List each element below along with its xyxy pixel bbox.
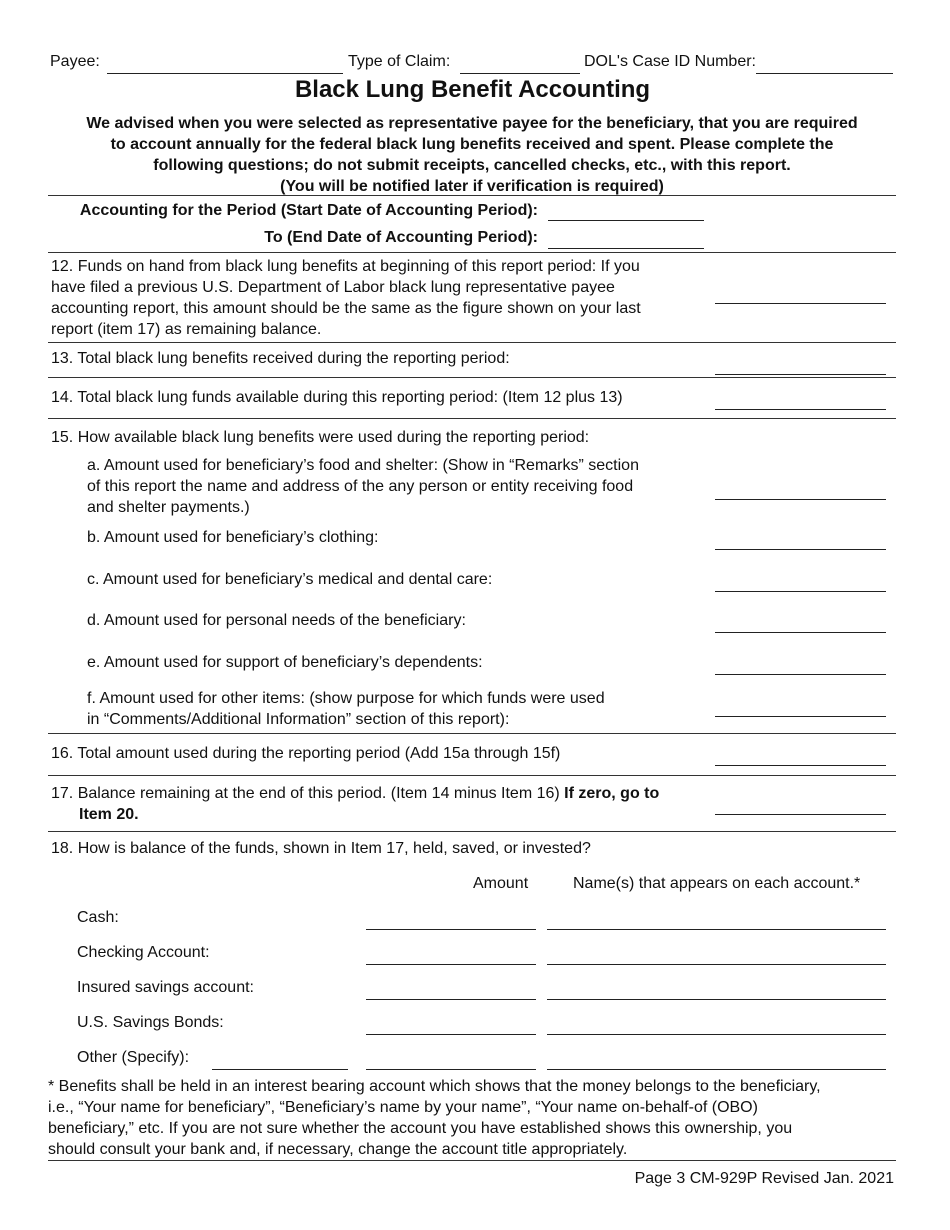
item-15f-line: f. Amount used for other items: (show purpose for which funds were used — [87, 690, 605, 707]
item-12-text — [51, 256, 701, 340]
item-15a-line: of this report the name and address of the any person or entity receiving food — [87, 478, 634, 495]
item-12-line: 12. Funds on hand from black lung benefits at beginning of this report period: If you — [51, 258, 640, 275]
intro-line: We advised when you were selected as representative payee for the beneficiary, that you are required — [86, 115, 858, 132]
item-17-text — [51, 783, 711, 825]
divider — [48, 342, 896, 343]
footnote-line: beneficiary,” etc. If you are not sure whether the account you have established shows this ownership, you — [48, 1120, 793, 1137]
item-15f-line: in “Comments/Additional Information” section of this report): — [87, 711, 510, 728]
item-15e-text: e. Amount used for support of beneficiary’s dependents: — [87, 654, 483, 671]
divider — [48, 252, 896, 253]
footnote-line: should consult your bank and, if necessary, change the account title appropriately. — [48, 1141, 628, 1158]
insured-savings-names-input[interactable] — [547, 974, 886, 1000]
checking-amount-input[interactable] — [366, 939, 536, 965]
other-label: Other (Specify): — [77, 1049, 190, 1066]
item-12-line: have filed a previous U.S. Department of Labor black lung representative payee — [51, 279, 615, 296]
item-14-input[interactable] — [715, 384, 886, 410]
item-13-input[interactable] — [715, 349, 886, 375]
divider — [48, 377, 896, 378]
cash-amount-input[interactable] — [366, 904, 536, 930]
checking-account-label: Checking Account: — [77, 944, 210, 961]
footnote-line: * Benefits shall be held in an interest bearing account which shows that the money belongs to the beneficiary, — [48, 1078, 821, 1095]
other-specify-input[interactable] — [212, 1044, 348, 1070]
claim-type-label: Type of Claim: — [348, 53, 451, 70]
divider — [48, 831, 896, 832]
checking-names-input[interactable] — [547, 939, 886, 965]
divider — [48, 418, 896, 419]
divider — [48, 1160, 896, 1161]
page-footer: Page 3 CM-929P Revised Jan. 2021 — [634, 1170, 894, 1187]
item-12-line: accounting report, this amount should be the same as the figure shown on your last — [51, 300, 641, 317]
savings-bonds-amount-input[interactable] — [366, 1009, 536, 1035]
other-amount-input[interactable] — [366, 1044, 536, 1070]
item-15a-line: a. Amount used for beneficiary’s food and shelter: (Show in “Remarks” section — [87, 457, 639, 474]
item-15a-input[interactable] — [715, 474, 886, 500]
item-17-emphasis: If zero, go to — [564, 785, 660, 802]
amount-column-header: Amount — [473, 875, 529, 892]
savings-bonds-label: U.S. Savings Bonds: — [77, 1014, 224, 1031]
intro-line: following questions; do not submit receipts, cancelled checks, etc., with this report. — [153, 157, 791, 174]
insured-savings-label: Insured savings account: — [77, 979, 254, 996]
footnote-line: i.e., “Your name for beneficiary”, “Beneficiary’s name by your name”, “Your name on-behalf-of (OBO) — [48, 1099, 758, 1116]
item-15e-input[interactable] — [715, 649, 886, 675]
divider — [48, 775, 896, 776]
period-end-input[interactable] — [548, 223, 704, 249]
intro-line: (You will be notified later if verification is required) — [280, 178, 664, 195]
footnote — [48, 1076, 908, 1160]
item-13-text: 13. Total black lung benefits received during the reporting period: — [51, 350, 510, 367]
period-end-label: To (End Date of Accounting Period): — [264, 229, 538, 246]
item-15c-text: c. Amount used for beneficiary’s medical and dental care: — [87, 571, 493, 588]
item-15c-input[interactable] — [715, 566, 886, 592]
item-15b-input[interactable] — [715, 524, 886, 550]
insured-savings-amount-input[interactable] — [366, 974, 536, 1000]
cash-label: Cash: — [77, 909, 119, 926]
claim-type-input[interactable] — [460, 48, 580, 74]
savings-bonds-names-input[interactable] — [547, 1009, 886, 1035]
item-12-input[interactable] — [715, 278, 886, 304]
payee-input[interactable] — [107, 48, 343, 74]
divider — [48, 195, 896, 196]
page-title: Black Lung Benefit Accounting — [294, 76, 651, 103]
dol-case-id-input[interactable] — [756, 48, 893, 74]
intro-text — [30, 113, 914, 197]
item-15f-text — [87, 688, 697, 730]
item-15-heading: 15. How available black lung benefits were used during the reporting period: — [51, 429, 590, 446]
item-12-line: report (item 17) as remaining balance. — [51, 321, 322, 338]
cash-names-input[interactable] — [547, 904, 886, 930]
dol-case-id-label: DOL's Case ID Number: — [584, 53, 756, 70]
item-14-text: 14. Total black lung funds available during this reporting period: (Item 12 plus 13) — [51, 389, 623, 406]
item-16-input[interactable] — [715, 740, 886, 766]
item-17-input[interactable] — [715, 789, 886, 815]
item-15b-text: b. Amount used for beneficiary’s clothing: — [87, 529, 379, 546]
item-15f-input[interactable] — [715, 691, 886, 717]
intro-line: to account annually for the federal black lung benefits received and spent. Please complete the — [110, 136, 834, 153]
item-17-line: 17. Balance remaining at the end of this period. (Item 14 minus Item 16) — [51, 785, 560, 802]
period-start-label: Accounting for the Period (Start Date of Accounting Period): — [79, 202, 538, 219]
item-15d-input[interactable] — [715, 607, 886, 633]
divider — [48, 733, 896, 734]
names-column-header: Name(s) that appears on each account.* — [573, 875, 861, 892]
payee-label: Payee: — [50, 53, 100, 70]
item-15a-text — [87, 455, 697, 518]
item-18-heading: 18. How is balance of the funds, shown in Item 17, held, saved, or invested? — [51, 840, 591, 857]
item-16-text: 16. Total amount used during the reporting period (Add 15a through 15f) — [51, 745, 561, 762]
other-names-input[interactable] — [547, 1044, 886, 1070]
item-17-emphasis-line2: Item 20. — [79, 806, 139, 823]
item-15d-text: d. Amount used for personal needs of the beneficiary: — [87, 612, 466, 629]
period-start-input[interactable] — [548, 196, 704, 222]
item-15a-line: and shelter payments.) — [87, 499, 250, 516]
